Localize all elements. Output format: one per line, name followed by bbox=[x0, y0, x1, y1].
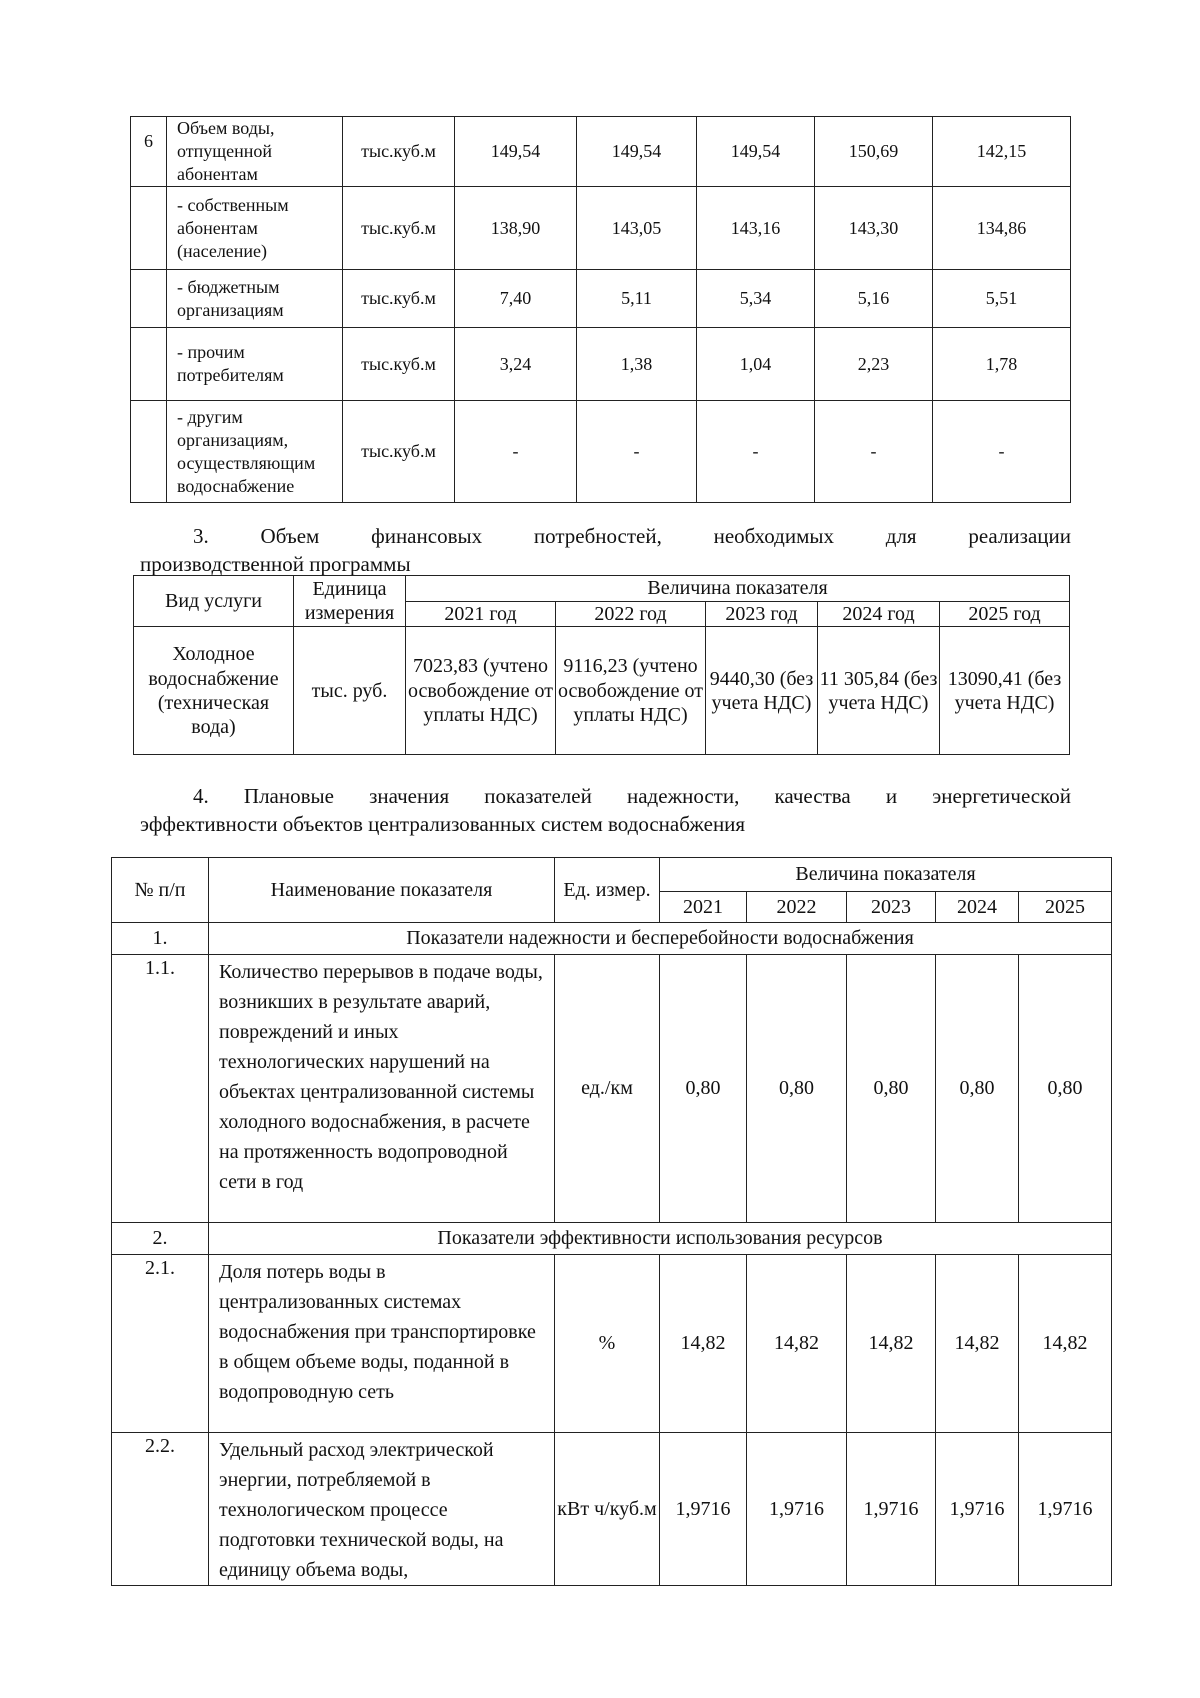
row-name: Объем воды, отпущенной абонентам bbox=[167, 117, 343, 187]
value-cell: - bbox=[697, 401, 815, 503]
row-name: - собственным абонентам (население) bbox=[167, 187, 343, 270]
row-unit: тыс.куб.м bbox=[343, 270, 455, 328]
value-cell: - bbox=[815, 401, 933, 503]
value-cell: 9440,30 (без учета НДС) bbox=[706, 627, 818, 755]
row-name: - прочим потребителям bbox=[167, 328, 343, 401]
section-4-heading bbox=[140, 782, 1071, 838]
value-cell: 1,9716 bbox=[936, 1433, 1019, 1586]
header-num: № п/п bbox=[112, 858, 209, 923]
indicators-table bbox=[111, 857, 1112, 1586]
value-cell: 0,80 bbox=[936, 955, 1019, 1223]
financial-needs-table bbox=[133, 575, 1070, 755]
row-unit: тыс.куб.м bbox=[343, 328, 455, 401]
value-cell: 1,9716 bbox=[660, 1433, 747, 1586]
row-number bbox=[131, 187, 167, 270]
value-cell: 150,69 bbox=[815, 117, 933, 187]
table-header-row bbox=[134, 576, 1070, 602]
table-row bbox=[134, 627, 1070, 755]
value-cell: 1,9716 bbox=[747, 1433, 847, 1586]
table-row bbox=[112, 1255, 1112, 1433]
header-value: Величина показателя bbox=[406, 576, 1070, 602]
water-volume-table bbox=[130, 116, 1071, 503]
value-cell: - bbox=[933, 401, 1071, 503]
table-row bbox=[131, 270, 1071, 328]
row-unit: кВт ч/куб.м bbox=[555, 1433, 660, 1586]
section-row bbox=[112, 1223, 1112, 1255]
header-year: 2025 bbox=[1019, 892, 1112, 923]
row-number: 1.1. bbox=[112, 955, 209, 1223]
value-cell: - bbox=[577, 401, 697, 503]
section-number: 1. bbox=[112, 923, 209, 955]
value-cell: 5,51 bbox=[933, 270, 1071, 328]
row-number: 2.2. bbox=[112, 1433, 209, 1586]
row-name: Количество перерывов в подаче воды, возникших в результате аварий, повреждений и иных технологических нарушений на объектах централизованной системы холодного водоснабжения, в расчете на протяженность водопроводной сети в год bbox=[209, 955, 555, 1223]
value-cell: 14,82 bbox=[847, 1255, 936, 1433]
row-number bbox=[131, 270, 167, 328]
section-title: Показатели надежности и бесперебойности водоснабжения bbox=[209, 923, 1112, 955]
header-unit: Ед. измер. bbox=[555, 858, 660, 923]
value-cell: 7,40 bbox=[455, 270, 577, 328]
header-year: 2024 bbox=[936, 892, 1019, 923]
value-cell: 2,23 bbox=[815, 328, 933, 401]
value-cell: 0,80 bbox=[847, 955, 936, 1223]
value-cell: 149,54 bbox=[697, 117, 815, 187]
section-row bbox=[112, 923, 1112, 955]
table-row bbox=[131, 117, 1071, 187]
value-cell: 1,38 bbox=[577, 328, 697, 401]
row-number bbox=[131, 328, 167, 401]
section-number: 2. bbox=[112, 1223, 209, 1255]
value-cell: 3,24 bbox=[455, 328, 577, 401]
header-year: 2022 bbox=[747, 892, 847, 923]
header-value: Величина показателя bbox=[660, 858, 1112, 892]
value-cell: 143,05 bbox=[577, 187, 697, 270]
value-cell: 138,90 bbox=[455, 187, 577, 270]
header-name: Наименование показателя bbox=[209, 858, 555, 923]
value-cell: 149,54 bbox=[577, 117, 697, 187]
section-4-title: 4. Плановые значения показателей надежности, качества и энергетической bbox=[193, 784, 1071, 808]
value-cell: 1,9716 bbox=[1019, 1433, 1112, 1586]
row-unit: тыс.куб.м bbox=[343, 187, 455, 270]
table-row bbox=[131, 401, 1071, 503]
service-unit: тыс. руб. bbox=[294, 627, 406, 755]
value-cell: 0,80 bbox=[747, 955, 847, 1223]
value-cell: 1,78 bbox=[933, 328, 1071, 401]
header-year: 2025 год bbox=[940, 602, 1070, 627]
section-3-title-continuation: производственной программы bbox=[140, 552, 411, 576]
header-year: 2022 год bbox=[556, 602, 706, 627]
value-cell: 14,82 bbox=[660, 1255, 747, 1433]
row-name: - бюджетным организациям bbox=[167, 270, 343, 328]
row-number bbox=[131, 401, 167, 503]
header-unit: Единица измерения bbox=[294, 576, 406, 627]
table-row bbox=[112, 1433, 1112, 1586]
header-year: 2021 год bbox=[406, 602, 556, 627]
table-row bbox=[112, 955, 1112, 1223]
section-3-heading bbox=[140, 522, 1071, 578]
value-cell: 134,86 bbox=[933, 187, 1071, 270]
row-number: 2.1. bbox=[112, 1255, 209, 1433]
row-number: 6 bbox=[131, 117, 167, 187]
table-row bbox=[131, 328, 1071, 401]
value-cell: 1,04 bbox=[697, 328, 815, 401]
value-cell: 149,54 bbox=[455, 117, 577, 187]
value-cell: 14,82 bbox=[1019, 1255, 1112, 1433]
value-cell: 143,30 bbox=[815, 187, 933, 270]
header-service: Вид услуги bbox=[134, 576, 294, 627]
value-cell: 11 305,84 (без учета НДС) bbox=[818, 627, 940, 755]
row-name: Доля потерь воды в централизованных системах водоснабжения при транспортировке в общем объеме воды, поданной в водопроводную сеть bbox=[209, 1255, 555, 1433]
value-cell: 143,16 bbox=[697, 187, 815, 270]
value-cell: - bbox=[455, 401, 577, 503]
value-cell: 9116,23 (учтено освобождение от уплаты НДС) bbox=[556, 627, 706, 755]
value-cell: 7023,83 (учтено освобождение от уплаты НДС) bbox=[406, 627, 556, 755]
header-year: 2023 bbox=[847, 892, 936, 923]
value-cell: 14,82 bbox=[747, 1255, 847, 1433]
value-cell: 0,80 bbox=[1019, 955, 1112, 1223]
service-name: Холодное водоснабжение (техническая вода) bbox=[134, 627, 294, 755]
value-cell: 13090,41 (без учета НДС) bbox=[940, 627, 1070, 755]
section-title: Показатели эффективности использования ресурсов bbox=[209, 1223, 1112, 1255]
header-year: 2024 год bbox=[818, 602, 940, 627]
header-year: 2021 bbox=[660, 892, 747, 923]
row-name: Удельный расход электрической энергии, потребляемой в технологическом процессе подготовки технической воды, на единицу объема воды, bbox=[209, 1433, 555, 1586]
row-unit: % bbox=[555, 1255, 660, 1433]
value-cell: 14,82 bbox=[936, 1255, 1019, 1433]
header-year: 2023 год bbox=[706, 602, 818, 627]
value-cell: 0,80 bbox=[660, 955, 747, 1223]
row-name: - другим организациям, осуществляющим водоснабжение bbox=[167, 401, 343, 503]
row-unit: ед./км bbox=[555, 955, 660, 1223]
section-3-title: 3. Объем финансовых потребностей, необходимых для реализации bbox=[193, 524, 1071, 548]
value-cell: 142,15 bbox=[933, 117, 1071, 187]
value-cell: 1,9716 bbox=[847, 1433, 936, 1586]
row-unit: тыс.куб.м bbox=[343, 117, 455, 187]
table-row bbox=[131, 187, 1071, 270]
value-cell: 5,34 bbox=[697, 270, 815, 328]
row-unit: тыс.куб.м bbox=[343, 401, 455, 503]
value-cell: 5,11 bbox=[577, 270, 697, 328]
value-cell: 5,16 bbox=[815, 270, 933, 328]
section-4-title-continuation: эффективности объектов централизованных систем водоснабжения bbox=[140, 812, 746, 836]
table-header-row bbox=[112, 858, 1112, 892]
